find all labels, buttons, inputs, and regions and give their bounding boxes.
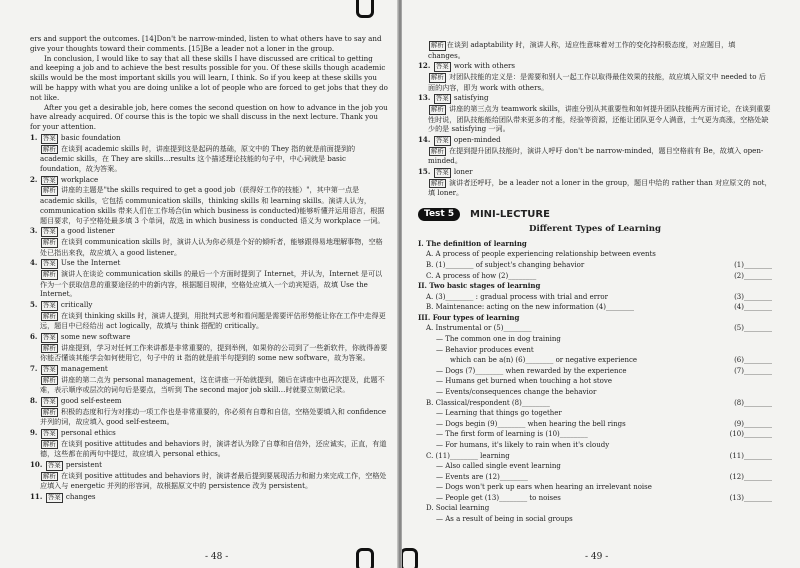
explanation (30, 311, 388, 331)
explanation-tag: 解析 (43, 237, 56, 246)
answer-item (30, 364, 388, 375)
outline-section: II. Two basic stages of learning (418, 281, 541, 291)
outline-line (418, 345, 772, 356)
explanation (418, 40, 772, 60)
explanation (418, 104, 772, 134)
paragraph: After you get a desirable job, here comes the second question on how to advance in the job you have already acquired. Of course this is the topic we shall discuss in the next lecture. Thank you for your attention. (30, 102, 388, 132)
answer-blank: (13)________ (729, 493, 772, 502)
outline-line (418, 419, 772, 430)
outline-text: B. Classical/respondent (8)________ (426, 398, 550, 407)
outline-line (418, 451, 772, 462)
binder-ring-icon (356, 0, 374, 18)
explanation-tag: 解析 (43, 343, 56, 352)
explanation (30, 407, 388, 427)
left-page (0, 0, 398, 568)
explanation-tag: 解析 (43, 269, 56, 278)
page-number: - 49 - (585, 552, 609, 562)
answer-text: management (58, 364, 108, 374)
right-page (402, 0, 800, 568)
answer-text: workplace (58, 174, 99, 184)
answer-blank: (1)________ (734, 261, 772, 270)
explanation-tag: 解析 (43, 407, 56, 416)
explanation-tag: 解析 (431, 178, 444, 187)
outline-text: A. Instrumental or (5)________ (426, 324, 532, 333)
lecture-outline (418, 239, 772, 525)
outline-line (418, 461, 772, 472)
outline-line (418, 302, 772, 313)
item-number: 15. (418, 167, 433, 177)
outline-line (418, 398, 772, 409)
outline-text: B. (1)________ of subject's changing behavior (426, 261, 585, 270)
answer-blank: (12)________ (729, 472, 772, 481)
explanation-tag: 解析 (43, 375, 56, 384)
outline-text: — Events are (12)________ (436, 472, 528, 481)
explanation (30, 185, 388, 225)
explanation (30, 471, 388, 491)
outline-text: — As a result of being in social groups (436, 515, 573, 524)
test-header (418, 206, 772, 224)
answer-item (418, 135, 772, 146)
binder-ring-icon (356, 548, 374, 568)
outline-text: A. A process of people experiencing relationship between events (426, 250, 656, 259)
answer-tag: 答案 (47, 461, 61, 470)
outline-line (418, 260, 772, 271)
outline-text: B. Maintenance: acting on the new information (4)________ (426, 303, 634, 312)
item-number: 6. (30, 332, 40, 342)
left-page-content (30, 34, 388, 503)
paragraph: ers and support the outcomes. [14]Don't be narrow-minded, listen to what others have to say and give your thoughts toward their comments. [15]Be a leader not a loner in the group. (30, 34, 382, 53)
outline-text: — Dogs won't perk up ears when hearing an irrelevant noise (436, 483, 652, 492)
outline-line (418, 429, 772, 440)
explanation-text: 积极的态度和行为对推动一项工作也是非常重要的，你必须有自尊和自信，空格处要填入和 confidence 并列的词，故应填入 good self-esteem。 (40, 406, 387, 427)
answer-text: personal ethics (58, 428, 116, 438)
outline-text: D. Social learning (426, 504, 490, 513)
answer-list (418, 61, 772, 198)
item-number: 5. (30, 300, 40, 310)
outline-line (418, 472, 772, 483)
answer-tag: 答案 (435, 94, 449, 103)
answer-blank: (3)________ (734, 292, 772, 301)
outline-text: C. (11)________ learning (426, 451, 510, 460)
outline-text: — For humans, it's likely to rain when it's cloudy (436, 440, 610, 449)
explanation-text: 讲座提到，学习对任何工作来讲都是非常重要的，提到举例，如果你的公司到了一些新软件，你就得善要你能否懂该其能学会如何使用它，句子中的 it 指的就是前半句提到的 some new software，故为答案。 (40, 342, 388, 363)
explanation-tag: 解析 (43, 471, 56, 480)
answer-tag: 答案 (435, 136, 449, 145)
explanation-text: 在谈到 thinking skills 时，演讲人提到，用批判式思考和看问题是需要评估形势能让你在工作中走得更远，题目中已经给出 act logically，故填与 think 搭配的 critically。 (40, 310, 386, 331)
explanation (418, 146, 772, 166)
answer-tag: 答案 (47, 493, 61, 501)
explanation-tag: 解析 (431, 146, 444, 155)
item-number: 11. (30, 492, 45, 501)
answer-text: changes (63, 492, 96, 501)
item-number: 10. (30, 460, 45, 470)
item-number: 8. (30, 396, 40, 406)
outline-line (418, 249, 772, 260)
answer-item (418, 167, 772, 178)
explanation (418, 72, 772, 92)
outline-text: — Dogs (7)________ when rewarded by the experience (436, 366, 627, 375)
explanation (30, 375, 388, 395)
explanation-text: 在谈到 adaptability 时，演讲人称，适应性意味着对工作的变化持积极态度，对应题目，填 changes。 (428, 40, 736, 60)
answer-text: satisfying (451, 93, 489, 103)
answer-tag: 答案 (435, 168, 449, 177)
outline-line (418, 292, 772, 303)
outline-line (418, 503, 772, 514)
answer-item (30, 258, 388, 269)
answer-tag: 答案 (42, 259, 56, 268)
paragraph: In conclusion, I would like to say that all these skills I have discussed are critical to getting and keeping a job and to achieve the best results possible for you. Of these skills though academic skills would be the most important skills you will learn, I think. So if you keep at these skills you will be happy with what you are doing unlike a lot of people who are forced to get jobs that they do not like. (30, 53, 388, 102)
item-number: 13. (418, 93, 433, 103)
explanation-text: 演讲者还呼吁，be a leader not a loner in the group，题目中给的 rather than 对应原文的 not，填 loner。 (428, 177, 772, 198)
item-number: 1. (30, 132, 40, 142)
outline-text: — Dogs begin (9)________ when hearing the bell rings (436, 419, 626, 428)
answer-text: open-minded (451, 135, 501, 145)
explanation-tag: 解析 (43, 144, 56, 153)
answer-text: good self-esteem (58, 396, 122, 406)
answer-tag: 答案 (42, 397, 56, 406)
answer-text: loner (451, 167, 473, 177)
outline-text: — Learning that things go together (436, 409, 562, 418)
answer-item (30, 226, 388, 237)
outline-text: — People get (13)________ to noises (436, 493, 561, 502)
page-number: - 48 - (205, 552, 229, 562)
explanation-tag: 解析 (431, 41, 444, 49)
item-number: 3. (30, 226, 40, 236)
outline-section: III. Four types of learning (418, 312, 520, 322)
answer-item (30, 428, 388, 439)
answer-text: some new software (58, 332, 131, 342)
answer-item (30, 175, 388, 186)
answer-text: work with others (451, 61, 516, 71)
answer-item (30, 332, 388, 343)
lecture-title: Different Types of Learning (529, 224, 661, 235)
answer-tag: 答案 (42, 301, 56, 310)
explanation-text: 演讲人在谈论 communication skills 的最后一个方面时提到了 Internet，并认为，Internet 是可以作为一个获取信息的重要途径的中的新内容，根据题目规律，空格处应填入一个动宾短语，故填 Use the Internet。 (40, 268, 383, 299)
outline-line (418, 334, 772, 345)
answer-tag: 答案 (42, 365, 56, 374)
item-number: 9. (30, 428, 40, 438)
answer-text: critically (58, 300, 93, 310)
explanation-text: 在谈到 academic skills 时，讲座提到这是起码的基础，原文中的 They 指的就是前面提到的 academic skills，在 They are skills…results 这个描述理论技能的句子中，中心词就是 basic foundation，故为答案。 (40, 143, 356, 173)
item-number: 14. (418, 135, 433, 145)
outline-section: I. The definition of learning (418, 238, 527, 248)
outline-text: A. (3)________ : gradual process with trial and error (426, 292, 608, 301)
answer-item (30, 300, 388, 311)
outline-line (418, 493, 772, 504)
outline-line (418, 376, 772, 387)
answer-item (30, 460, 388, 471)
answer-tag: 答案 (42, 227, 56, 236)
answer-blank: (6)________ (734, 356, 772, 365)
answer-blank: (7)________ (734, 366, 772, 375)
outline-line (418, 514, 772, 525)
answer-tag: 答案 (42, 333, 56, 342)
outline-line (418, 366, 772, 377)
explanation-text: 讲座的第三点为 teamwork skills，讲座分别从其重要性和如何提升团队技能两方面讨论，在谈到重要性时说，团队技能能给团队带来更多的才能，经验等资源，还能让团队更令人满意，士气更为高涨，空格处缺少的是 satisfying 一词。 (428, 103, 771, 134)
outline-line (418, 355, 772, 366)
answer-tag: 答案 (42, 133, 56, 142)
right-page-content (418, 40, 772, 525)
answer-item (30, 396, 388, 407)
outline-line (418, 440, 772, 451)
explanation-text: 在谈到 communication skills 时，演讲人认为你必须是个好的倾听者，能够跟得易地理解事物，空格处已指出来我，故应填入 a good listener。 (40, 236, 383, 257)
item-number: 2. (30, 174, 40, 184)
explanation-text: 在提到提升团队技能时，演讲人呼吁 don't be narrow-minded，题目空格前有 Be，故填入 open-minded。 (428, 145, 764, 166)
explanation-tag: 解析 (43, 186, 56, 195)
explanation (30, 144, 388, 174)
explanation (30, 237, 388, 257)
explanation-tag: 解析 (43, 311, 56, 320)
answer-blank: (5)________ (734, 324, 772, 333)
answer-tag: 答案 (435, 62, 449, 71)
explanation-text: 在谈到 positive attitudes and behaviors 时，演讲者最后提到要展现活力和耐力来完成工作，空格处应填入与 energetic 并列的形容词，故根据原文中的 persistence 改为 persistent。 (40, 470, 387, 491)
outline-text: C. A process of how (2)________ (426, 271, 537, 280)
binder-ring-icon (402, 548, 418, 568)
answer-item (30, 492, 388, 503)
answer-item (418, 61, 772, 72)
explanation-tag: 解析 (43, 439, 56, 448)
answer-blank: (11)________ (729, 451, 772, 460)
explanation-text: 讲座的主题是"the skills required to get a good job（获得好工作的技能）"，其中第一点是 academic skills，它包括 communication skills，thinking skills 和 learning skills。演讲人认为，communication skills 带来人们在工作场合(in which business is conducted)能够听懂并运用语言，根据题目要求，句子空格处最多填 3 个单词，故选 in which business is conducted 语义为 workplace 一词。 (40, 185, 385, 225)
outline-line (418, 387, 772, 398)
answer-blank: (2)________ (734, 271, 772, 280)
answer-blank: (9)________ (734, 419, 772, 428)
item-number: 4. (30, 258, 40, 268)
answer-blank: (8)________ (734, 398, 772, 407)
outline-text: — Humans get burned when touching a hot stove (436, 377, 612, 386)
outline-text: — The first form of learning is (10)________ (436, 430, 588, 439)
outline-line (418, 482, 772, 493)
answer-blank: (4)________ (734, 303, 772, 312)
explanation-text: 讲座的第二点为 personal management，这在讲座一开始就提到，随后在讲座中也再次提及，此题不难，表示顺序或层次的词句后是要点，当听到 The second major job skill…时就要立刻做记录。 (40, 374, 385, 395)
answer-text: Use the Internet (58, 258, 121, 268)
outline-text: — The common one in dog training (436, 334, 561, 343)
test-badge: Test 5 (418, 208, 460, 221)
answer-item (30, 133, 388, 144)
outline-text: — Behavior produces event (436, 345, 534, 354)
explanation (418, 178, 772, 198)
explanation-text: 对团队技能的定义是：是需要和别人一起工作以取得最佳效果的技能，故应填入原文中 needed to 后面的内容，即为 work with others。 (428, 71, 766, 92)
answer-list (30, 133, 388, 503)
answer-text: persistent (63, 460, 102, 470)
item-number: 12. (418, 61, 433, 71)
outline-line (418, 271, 772, 282)
explanation (30, 439, 388, 459)
item-number: 7. (30, 364, 40, 374)
answer-tag: 答案 (42, 175, 56, 184)
outline-text: — Events/consequences change the behavior (436, 387, 597, 396)
outline-text: which can be a(n) (6)________ or negative experience (450, 356, 638, 365)
explanation (30, 343, 388, 363)
answer-text: a good listener (58, 226, 115, 236)
answer-item (418, 93, 772, 104)
explanation-tag: 解析 (431, 72, 444, 81)
outline-text: — Also called single event learning (436, 462, 561, 471)
explanation-text: 在谈到 positive attitudes and behaviors 时，演讲者认为除了自尊和自信外，还应诚实，正直，有道德，这些都在前两句中提过，故应填入 personal ethics。 (40, 438, 387, 459)
outline-line (418, 408, 772, 419)
explanation (30, 269, 388, 299)
answer-blank: (10)________ (729, 430, 772, 439)
outline-line (418, 323, 772, 334)
explanation-tag: 解析 (431, 104, 444, 113)
answer-text: basic foundation (58, 132, 121, 142)
test-title: MINI-LECTURE (470, 209, 550, 221)
answer-tag: 答案 (42, 429, 56, 438)
